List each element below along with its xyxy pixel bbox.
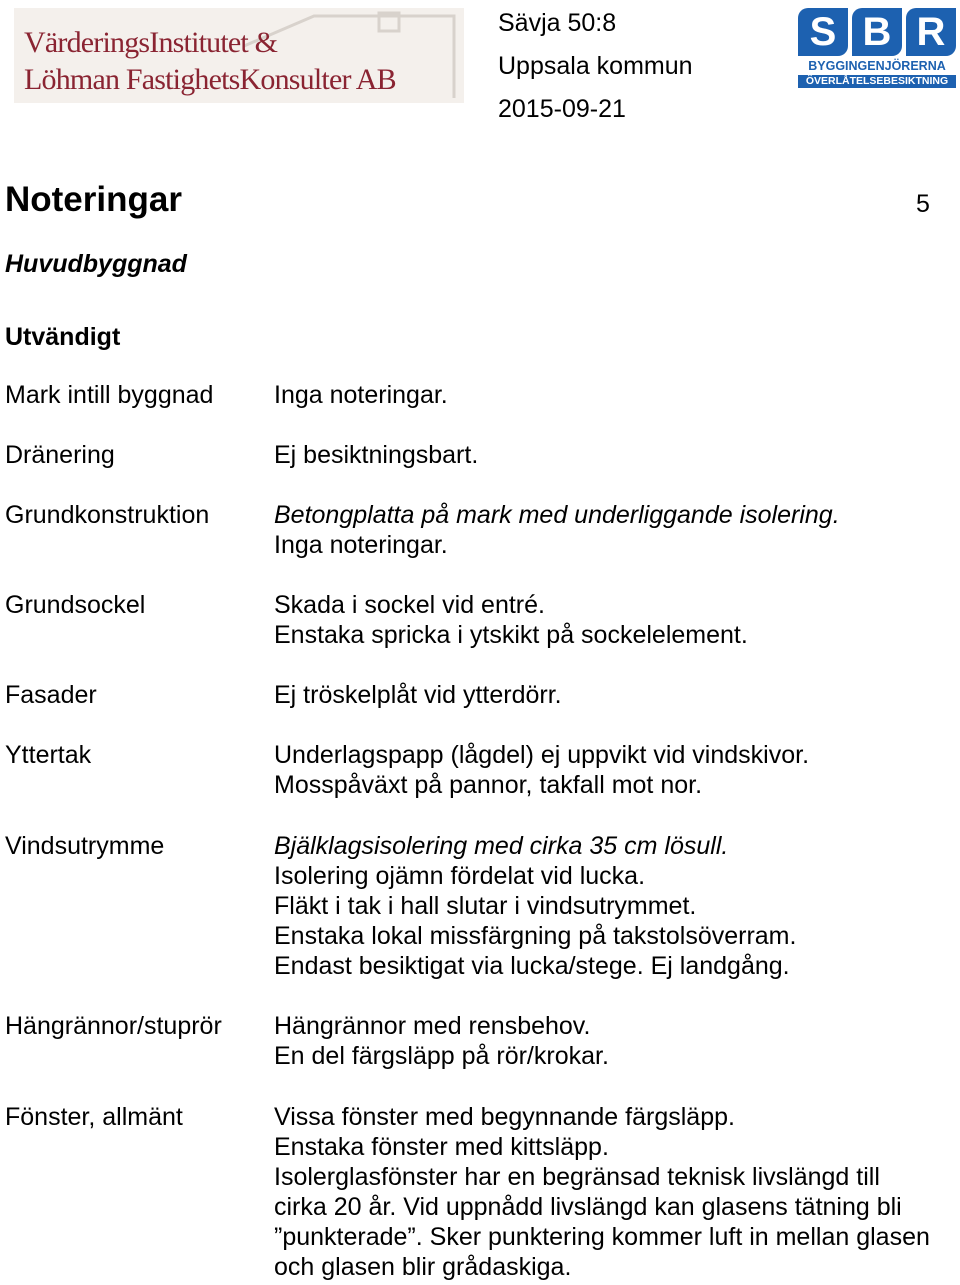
note-line: Inga noteringar. <box>274 531 448 559</box>
note-line: Skada i sockel vid entré. <box>274 591 545 619</box>
company-name-line2: Löhman FastighetsKonsulter AB <box>24 63 396 96</box>
row-notes <box>274 831 960 981</box>
note-line: Vissa fönster med begynnande färgsläpp. <box>274 1103 735 1131</box>
row-notes <box>274 740 960 800</box>
note-line: Fläkt i tak i hall slutar i vindsutrymmet. <box>274 892 697 920</box>
note-line: Endast besiktigat via lucka/stege. Ej landgång. <box>274 952 790 980</box>
note-line: och glasen blir grådaskiga. <box>274 1253 572 1281</box>
inspection-date: 2015-09-21 <box>498 95 626 123</box>
row-label: Vindsutrymme <box>5 832 165 860</box>
subsection-heading: Utvändigt <box>5 323 121 351</box>
sbr-letter: S <box>798 8 848 56</box>
row-label: Mark intill byggnad <box>5 381 214 409</box>
note-line: Isolerglasfönster har en begränsad teknisk livslängd till <box>274 1163 880 1191</box>
company-name-line1: VärderingsInstitutet & <box>24 26 278 59</box>
note-line: Underlagspapp (lågdel) ej uppvikt vid vindskivor. <box>274 741 810 769</box>
property-designation: Sävja 50:8 <box>498 9 617 37</box>
note-line: Enstaka fönster med kittsläpp. <box>274 1133 609 1161</box>
row-label: Dränering <box>5 441 115 469</box>
row-notes <box>274 1011 960 1071</box>
page-number: 5 <box>916 190 930 218</box>
note-line: cirka 20 år. Vid uppnådd livslängd kan glasens tätning bli <box>274 1193 902 1221</box>
row-notes <box>274 680 960 710</box>
row-notes <box>274 590 960 650</box>
row-label: Grundkonstruktion <box>5 501 210 529</box>
sbr-letter: B <box>852 8 902 56</box>
page-title: Noteringar <box>5 180 182 219</box>
note-line: ”punkterade”. Sker punktering kommer luft in mellan glasen <box>274 1223 930 1251</box>
row-notes <box>274 380 960 410</box>
row-label: Grundsockel <box>5 591 146 619</box>
note-line: Ej besiktningsbart. <box>274 441 479 469</box>
row-notes <box>274 1102 960 1282</box>
note-line: Ej tröskelplåt vid ytterdörr. <box>274 681 562 709</box>
row-label: Yttertak <box>5 741 92 769</box>
sbr-subtagline: ÖVERLÅTELSEBESIKTNING <box>798 75 956 88</box>
note-line: Enstaka lokal missfärgning på takstolsöverram. <box>274 922 797 950</box>
sbr-logo <box>798 8 956 90</box>
note-line: Enstaka spricka i ytskikt på sockelelement. <box>274 621 748 649</box>
company-logo <box>14 8 464 103</box>
row-label: Fönster, allmänt <box>5 1103 183 1131</box>
note-line: En del färgsläpp på rör/krokar. <box>274 1042 609 1070</box>
row-notes <box>274 440 960 470</box>
note-line: Isolering ojämn fördelat vid lucka. <box>274 862 646 890</box>
note-line: Bjälklagsisolering med cirka 35 cm lösull. <box>274 832 729 860</box>
row-label: Hängrännor/stuprör <box>5 1012 222 1040</box>
municipality: Uppsala kommun <box>498 52 693 80</box>
row-label: Fasader <box>5 681 97 709</box>
note-line: Betongplatta på mark med underliggande isolering. <box>274 501 840 529</box>
property-info <box>498 8 693 137</box>
sbr-letter: R <box>906 8 956 56</box>
sbr-tagline: BYGGINGENJÖRERNA <box>808 59 946 73</box>
note-line: Mosspåväxt på pannor, takfall mot nor. <box>274 771 703 799</box>
note-line: Hängrännor med rensbehov. <box>274 1012 591 1040</box>
row-notes <box>274 500 960 560</box>
note-line: Inga noteringar. <box>274 381 448 409</box>
section-heading: Huvudbyggnad <box>5 250 187 278</box>
